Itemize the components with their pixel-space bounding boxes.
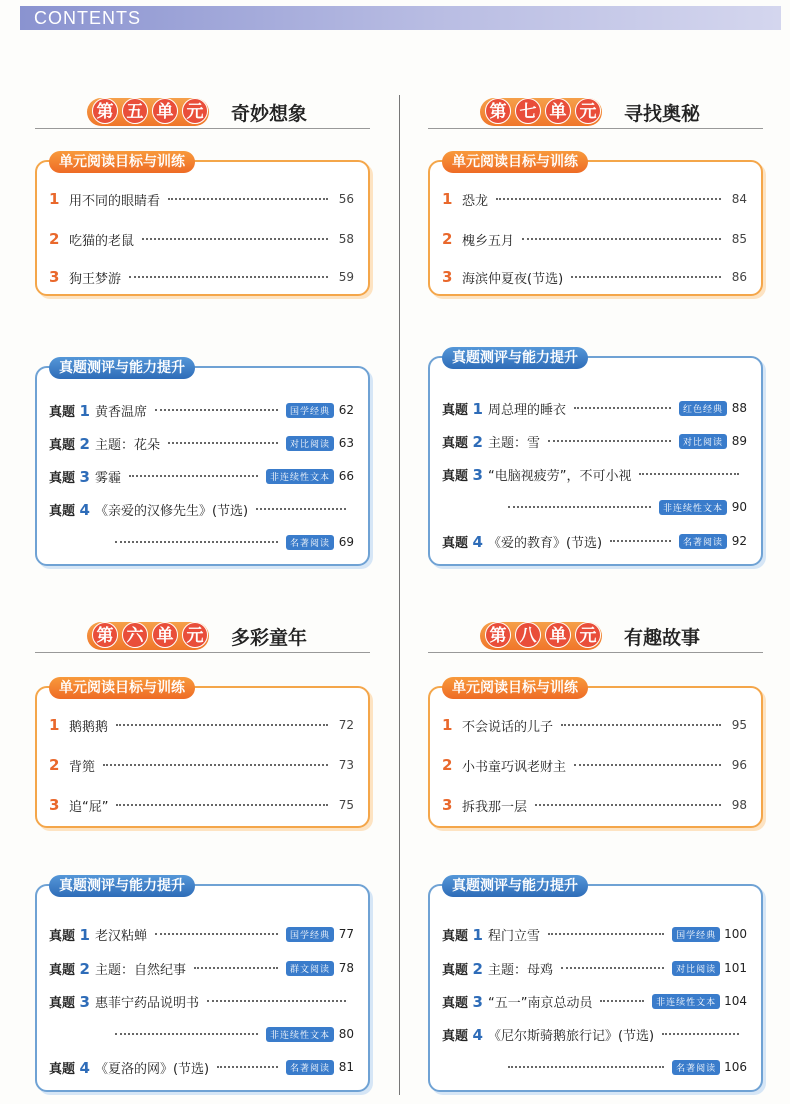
leader-dots (142, 238, 328, 240)
toc-entry[interactable] (49, 498, 354, 520)
unit-char: 第 (485, 98, 511, 124)
leader-dots (116, 724, 328, 726)
test-tag: 真题测评与能力提升 (442, 875, 588, 897)
leader-dots (662, 1033, 739, 1035)
toc-entry[interactable] (442, 188, 747, 210)
entry-page: 56 (338, 192, 354, 206)
category-badge: 国学经典 (672, 927, 720, 942)
leader-dots (574, 764, 721, 766)
entry-title: 周总理的睡衣 (487, 402, 566, 418)
entry-label: 真题 1 (49, 925, 90, 944)
unit-char: 第 (92, 98, 118, 124)
entry-label: 真题 3 (442, 465, 483, 484)
test-box (35, 360, 370, 566)
entry-title: 海滨仲夏夜(节选) (462, 271, 564, 287)
entry-number: 1 (442, 190, 453, 208)
toc-entry[interactable] (442, 266, 747, 288)
toc-entry[interactable] (49, 399, 354, 421)
entry-title: 主题：自然纪事 (94, 962, 186, 978)
toc-entry[interactable] (49, 990, 354, 1012)
entry-page: 80 (338, 1027, 354, 1041)
unit-char: 第 (485, 622, 511, 648)
leader-dots (496, 198, 721, 200)
entry-label: 真题 2 (442, 432, 483, 451)
entry-number: 1 (49, 716, 60, 734)
entry-page: 78 (338, 961, 354, 975)
leader-dots (129, 276, 328, 278)
entry-title: 追“屁” (69, 799, 109, 815)
leader-dots (561, 967, 664, 969)
entry-title: 槐乡五月 (462, 233, 515, 249)
test-box (428, 350, 763, 566)
toc-entry[interactable] (442, 923, 747, 945)
reading-tag: 单元阅读目标与训练 (442, 677, 588, 699)
entry-page: 104 (724, 994, 747, 1008)
reading-box (428, 680, 763, 828)
entry-page: 66 (338, 469, 354, 483)
toc-entry[interactable] (442, 397, 747, 419)
toc-entry[interactable] (49, 714, 354, 736)
toc-entry-continued[interactable] (500, 496, 747, 518)
entry-label: 真题 1 (442, 925, 483, 944)
unit-char: 八 (515, 622, 541, 648)
entry-page: 63 (338, 436, 354, 450)
entry-title: 程门立雪 (487, 928, 540, 944)
entry-number: 2 (49, 230, 60, 248)
unit-rule (35, 652, 370, 653)
entry-title: “电脑视疲劳”，不可小视 (487, 468, 632, 484)
toc-entry[interactable] (442, 714, 747, 736)
entry-page: 72 (338, 718, 354, 732)
entry-title: 《爱的教育》(节选) (487, 535, 603, 551)
entry-page: 62 (338, 403, 354, 417)
unit-header (428, 96, 763, 134)
category-badge: 对比阅读 (672, 961, 720, 976)
leader-dots (155, 933, 278, 935)
entry-title: 《尼尔斯骑鹅旅行记》(节选) (487, 1028, 655, 1044)
unit-char: 六 (122, 622, 148, 648)
contents-header-bar (20, 6, 781, 30)
toc-entry-continued[interactable] (500, 1056, 747, 1078)
entry-title: “五一”南京总动员 (487, 995, 593, 1011)
toc-entry[interactable] (442, 228, 747, 250)
entry-number: 3 (442, 796, 453, 814)
leader-dots (129, 475, 258, 477)
entry-label: 真题 1 (442, 399, 483, 418)
entry-title: 拆我那一层 (462, 799, 528, 815)
toc-entry[interactable] (49, 957, 354, 979)
entry-page: 101 (724, 961, 747, 975)
leader-dots (639, 473, 739, 475)
leader-dots (522, 238, 721, 240)
leader-dots (508, 1066, 664, 1068)
entry-label: 真题 3 (442, 992, 483, 1011)
toc-entry[interactable] (442, 430, 747, 452)
category-badge: 国学经典 (286, 927, 334, 942)
entry-page: 96 (731, 758, 747, 772)
leader-dots (115, 1033, 258, 1035)
reading-tag: 单元阅读目标与训练 (442, 151, 588, 173)
leader-dots (168, 442, 278, 444)
unit-title: 奇妙想象 (231, 103, 308, 125)
entry-page: 100 (724, 927, 747, 941)
leader-dots (535, 804, 721, 806)
entry-number: 1 (49, 190, 60, 208)
entry-page: 98 (731, 798, 747, 812)
entry-title: 用不同的眼睛看 (69, 193, 161, 209)
toc-entry[interactable] (49, 266, 354, 288)
category-badge: 国学经典 (286, 403, 334, 418)
entry-label: 真题 1 (49, 401, 90, 420)
entry-label: 真题 3 (49, 992, 90, 1011)
unit-title: 寻找奥秘 (624, 103, 701, 125)
entry-page: 95 (731, 718, 747, 732)
entry-label: 真题 4 (49, 1058, 90, 1077)
leader-dots (116, 804, 328, 806)
unit-header (35, 96, 370, 134)
unit-rule (428, 652, 763, 653)
category-badge: 名著阅读 (679, 534, 727, 549)
entry-number: 2 (442, 230, 453, 248)
entry-label: 真题 2 (442, 959, 483, 978)
entry-page: 84 (731, 192, 747, 206)
entry-title: 鹅鹅鹅 (69, 719, 109, 735)
unit-label (485, 622, 601, 648)
toc-entry[interactable] (49, 432, 354, 454)
reading-tag: 单元阅读目标与训练 (49, 677, 195, 699)
toc-entry[interactable] (442, 990, 747, 1012)
entry-page: 89 (731, 434, 747, 448)
toc-entry[interactable] (49, 923, 354, 945)
entry-page: 77 (338, 927, 354, 941)
toc-entry[interactable] (49, 794, 354, 816)
leader-dots (600, 1000, 644, 1002)
leader-dots (548, 933, 664, 935)
category-badge: 群文阅读 (286, 961, 334, 976)
entry-label: 真题 2 (49, 434, 90, 453)
entry-label: 真题 4 (442, 1025, 483, 1044)
toc-entry[interactable] (49, 465, 354, 487)
leader-dots (194, 967, 278, 969)
unit-label (485, 98, 601, 124)
toc-entry[interactable] (442, 957, 747, 979)
entry-number: 3 (442, 268, 453, 286)
toc-entry-continued[interactable] (107, 1023, 354, 1045)
entry-page: 73 (338, 758, 354, 772)
entry-page: 85 (731, 232, 747, 246)
entry-page: 75 (338, 798, 354, 812)
unit-char: 元 (575, 622, 601, 648)
unit-char: 元 (182, 98, 208, 124)
category-badge: 名著阅读 (286, 1060, 334, 1075)
category-badge: 红色经典 (679, 401, 727, 416)
entry-title: 惠菲宁药品说明书 (94, 995, 199, 1011)
unit-char: 七 (515, 98, 541, 124)
category-badge: 对比阅读 (286, 436, 334, 451)
entry-number: 1 (442, 716, 453, 734)
toc-entry[interactable] (49, 754, 354, 776)
category-badge: 非连续性文本 (659, 500, 727, 515)
leader-dots (574, 407, 671, 409)
test-box (428, 878, 763, 1092)
unit-label (92, 622, 208, 648)
entry-label: 真题 4 (442, 532, 483, 551)
unit-header (35, 620, 370, 658)
leader-dots (168, 198, 328, 200)
leader-dots (103, 764, 328, 766)
entry-title: 雾霾 (94, 470, 121, 486)
entry-title: 黄香温席 (94, 404, 147, 420)
entry-number: 3 (49, 796, 60, 814)
unit-rule (35, 128, 370, 129)
contents-title: CONTENTS (34, 8, 141, 28)
unit-label (92, 98, 208, 124)
reading-box (35, 154, 370, 296)
category-badge: 非连续性文本 (266, 469, 334, 484)
entry-title: 主题：花朵 (94, 437, 160, 453)
unit-char: 单 (152, 98, 178, 124)
category-badge: 非连续性文本 (266, 1027, 334, 1042)
entry-number: 2 (442, 756, 453, 774)
toc-entry[interactable] (49, 228, 354, 250)
leader-dots (207, 1000, 346, 1002)
entry-title: 《亲爱的汉修先生》(节选) (94, 503, 249, 519)
entry-number: 3 (49, 268, 60, 286)
toc-entry[interactable] (442, 1023, 747, 1045)
leader-dots (561, 724, 721, 726)
entry-page: 106 (724, 1060, 747, 1074)
entry-title: 狗王梦游 (69, 271, 122, 287)
unit-title: 多彩童年 (231, 627, 308, 649)
leader-dots (155, 409, 278, 411)
toc-entry[interactable] (442, 463, 747, 485)
category-badge: 名著阅读 (672, 1060, 720, 1075)
toc-entry[interactable] (442, 530, 747, 552)
unit-char: 第 (92, 622, 118, 648)
leader-dots (256, 508, 346, 510)
toc-entry[interactable] (49, 188, 354, 210)
entry-page: 59 (338, 270, 354, 284)
entry-label: 真题 4 (49, 500, 90, 519)
entry-page: 86 (731, 270, 747, 284)
test-tag: 真题测评与能力提升 (49, 875, 195, 897)
unit-rule (428, 128, 763, 129)
toc-entry-continued[interactable] (107, 531, 354, 553)
entry-title: 恐龙 (462, 193, 489, 209)
entry-page: 88 (731, 401, 747, 415)
leader-dots (548, 440, 671, 442)
unit-char: 五 (122, 98, 148, 124)
reading-box (428, 154, 763, 296)
toc-entry[interactable] (442, 794, 747, 816)
unit-char: 单 (152, 622, 178, 648)
entry-title: 老汉粘蝉 (94, 928, 147, 944)
leader-dots (508, 506, 651, 508)
reading-tag: 单元阅读目标与训练 (49, 151, 195, 173)
toc-entry[interactable] (442, 754, 747, 776)
entry-title: 不会说话的儿子 (462, 719, 554, 735)
entry-page: 90 (731, 500, 747, 514)
test-tag: 真题测评与能力提升 (49, 357, 195, 379)
reading-box (35, 680, 370, 828)
unit-char: 单 (545, 98, 571, 124)
entry-title: 小书童巧讽老财主 (462, 759, 567, 775)
unit-title: 有趣故事 (624, 627, 701, 649)
test-tag: 真题测评与能力提升 (442, 347, 588, 369)
toc-entry[interactable] (49, 1056, 354, 1078)
leader-dots (217, 1066, 278, 1068)
entry-number: 2 (49, 756, 60, 774)
entry-label: 真题 2 (49, 959, 90, 978)
leader-dots (571, 276, 721, 278)
unit-header (428, 620, 763, 658)
unit-char: 元 (575, 98, 601, 124)
unit-char: 单 (545, 622, 571, 648)
entry-page: 81 (338, 1060, 354, 1074)
leader-dots (115, 541, 278, 543)
entry-title: 主题：雪 (487, 435, 540, 451)
entry-title: 吃猫的老鼠 (69, 233, 135, 249)
entry-page: 58 (338, 232, 354, 246)
entry-page: 69 (338, 535, 354, 549)
category-badge: 非连续性文本 (652, 994, 720, 1009)
category-badge: 名著阅读 (286, 535, 334, 550)
entry-title: 主题：母鸡 (487, 962, 553, 978)
entry-page: 92 (731, 534, 747, 548)
entry-title: 《夏洛的网》(节选) (94, 1061, 210, 1077)
column-divider (399, 95, 400, 1095)
entry-label: 真题 3 (49, 467, 90, 486)
entry-title: 背篼 (69, 759, 96, 775)
category-badge: 对比阅读 (679, 434, 727, 449)
test-box (35, 878, 370, 1092)
unit-char: 元 (182, 622, 208, 648)
leader-dots (610, 540, 671, 542)
